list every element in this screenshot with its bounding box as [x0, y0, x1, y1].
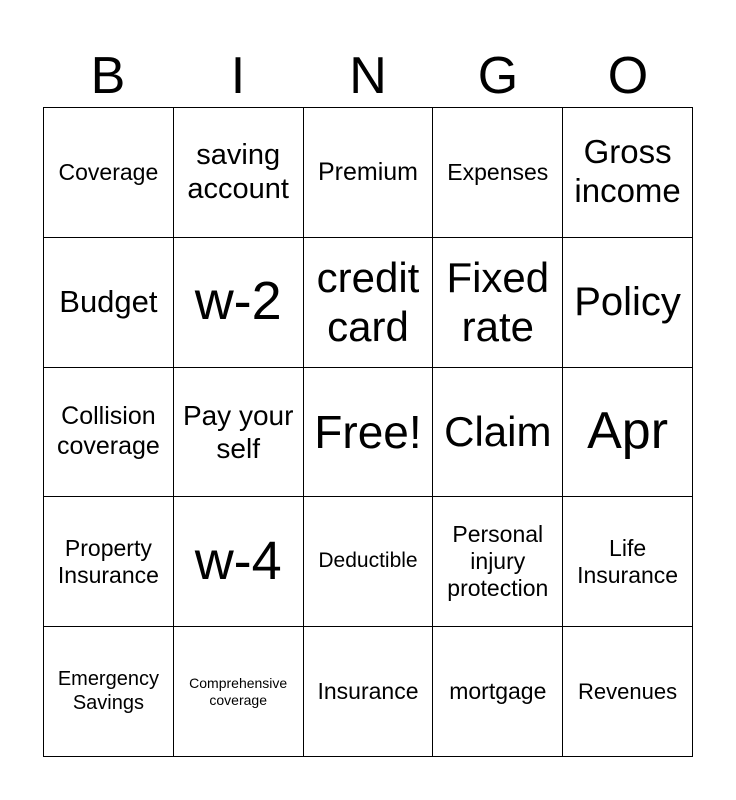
bingo-cell[interactable] [563, 108, 693, 238]
bingo-cell[interactable] [304, 238, 434, 368]
cell-label: Personal injury protection [447, 521, 549, 602]
bingo-header [43, 46, 693, 106]
cell-label: Expenses [447, 158, 549, 185]
cell-label: Budget [59, 283, 158, 319]
cell-label: w-4 [194, 530, 282, 591]
bingo-cell[interactable] [174, 238, 304, 368]
free-space-cell[interactable] [304, 368, 434, 498]
cell-label: saving account [187, 139, 289, 206]
header-letter-i: I [230, 47, 246, 105]
bingo-cell[interactable] [174, 497, 304, 627]
bingo-cell[interactable] [304, 108, 434, 238]
cell-label: Free! [314, 405, 422, 458]
cell-label: mortgage [449, 678, 547, 705]
header-letter-g: G [477, 47, 519, 105]
bingo-cell[interactable] [433, 627, 563, 757]
cell-label: Premium [317, 157, 418, 186]
bingo-cell[interactable] [44, 627, 174, 757]
bingo-cell[interactable] [304, 497, 434, 627]
cell-label: Coverage [58, 158, 159, 185]
cell-label: w-2 [194, 271, 282, 332]
bingo-cell[interactable] [563, 368, 693, 498]
bingo-cell[interactable] [304, 627, 434, 757]
cell-label: Fixed rate [446, 253, 550, 351]
header-letter-o: O [607, 47, 649, 105]
bingo-cell[interactable] [174, 627, 304, 757]
bingo-board [43, 107, 693, 757]
cell-label: Claim [444, 408, 552, 456]
bingo-cell[interactable] [433, 497, 563, 627]
cell-label: Property Insurance [57, 534, 159, 588]
bingo-cell[interactable] [563, 627, 693, 757]
header-letter-b: B [90, 47, 126, 105]
cell-label: Pay your self [182, 399, 294, 464]
cell-label: Gross income [574, 133, 681, 210]
bingo-cell[interactable] [44, 238, 174, 368]
bingo-cell[interactable] [174, 108, 304, 238]
bingo-cell[interactable] [433, 238, 563, 368]
bingo-cell[interactable] [174, 368, 304, 498]
cell-label: credit card [316, 253, 420, 351]
bingo-cell[interactable] [433, 368, 563, 498]
bingo-cell[interactable] [433, 108, 563, 238]
bingo-cell[interactable] [44, 108, 174, 238]
cell-label: Deductible [318, 549, 418, 573]
cell-label: Collision coverage [56, 402, 160, 460]
bingo-cell[interactable] [563, 497, 693, 627]
header-letter-n: N [349, 47, 387, 105]
cell-label: Life Insurance [577, 534, 679, 588]
bingo-cell[interactable] [44, 497, 174, 627]
cell-label: Comprehensive coverage [189, 675, 288, 708]
cell-label: Policy [574, 279, 681, 324]
cell-label: Insurance [317, 678, 419, 705]
bingo-cell[interactable] [44, 368, 174, 498]
bingo-cell[interactable] [563, 238, 693, 368]
cell-label: Apr [587, 402, 669, 461]
cell-label: Emergency Savings [57, 668, 159, 714]
cell-label: Revenues [578, 678, 678, 704]
